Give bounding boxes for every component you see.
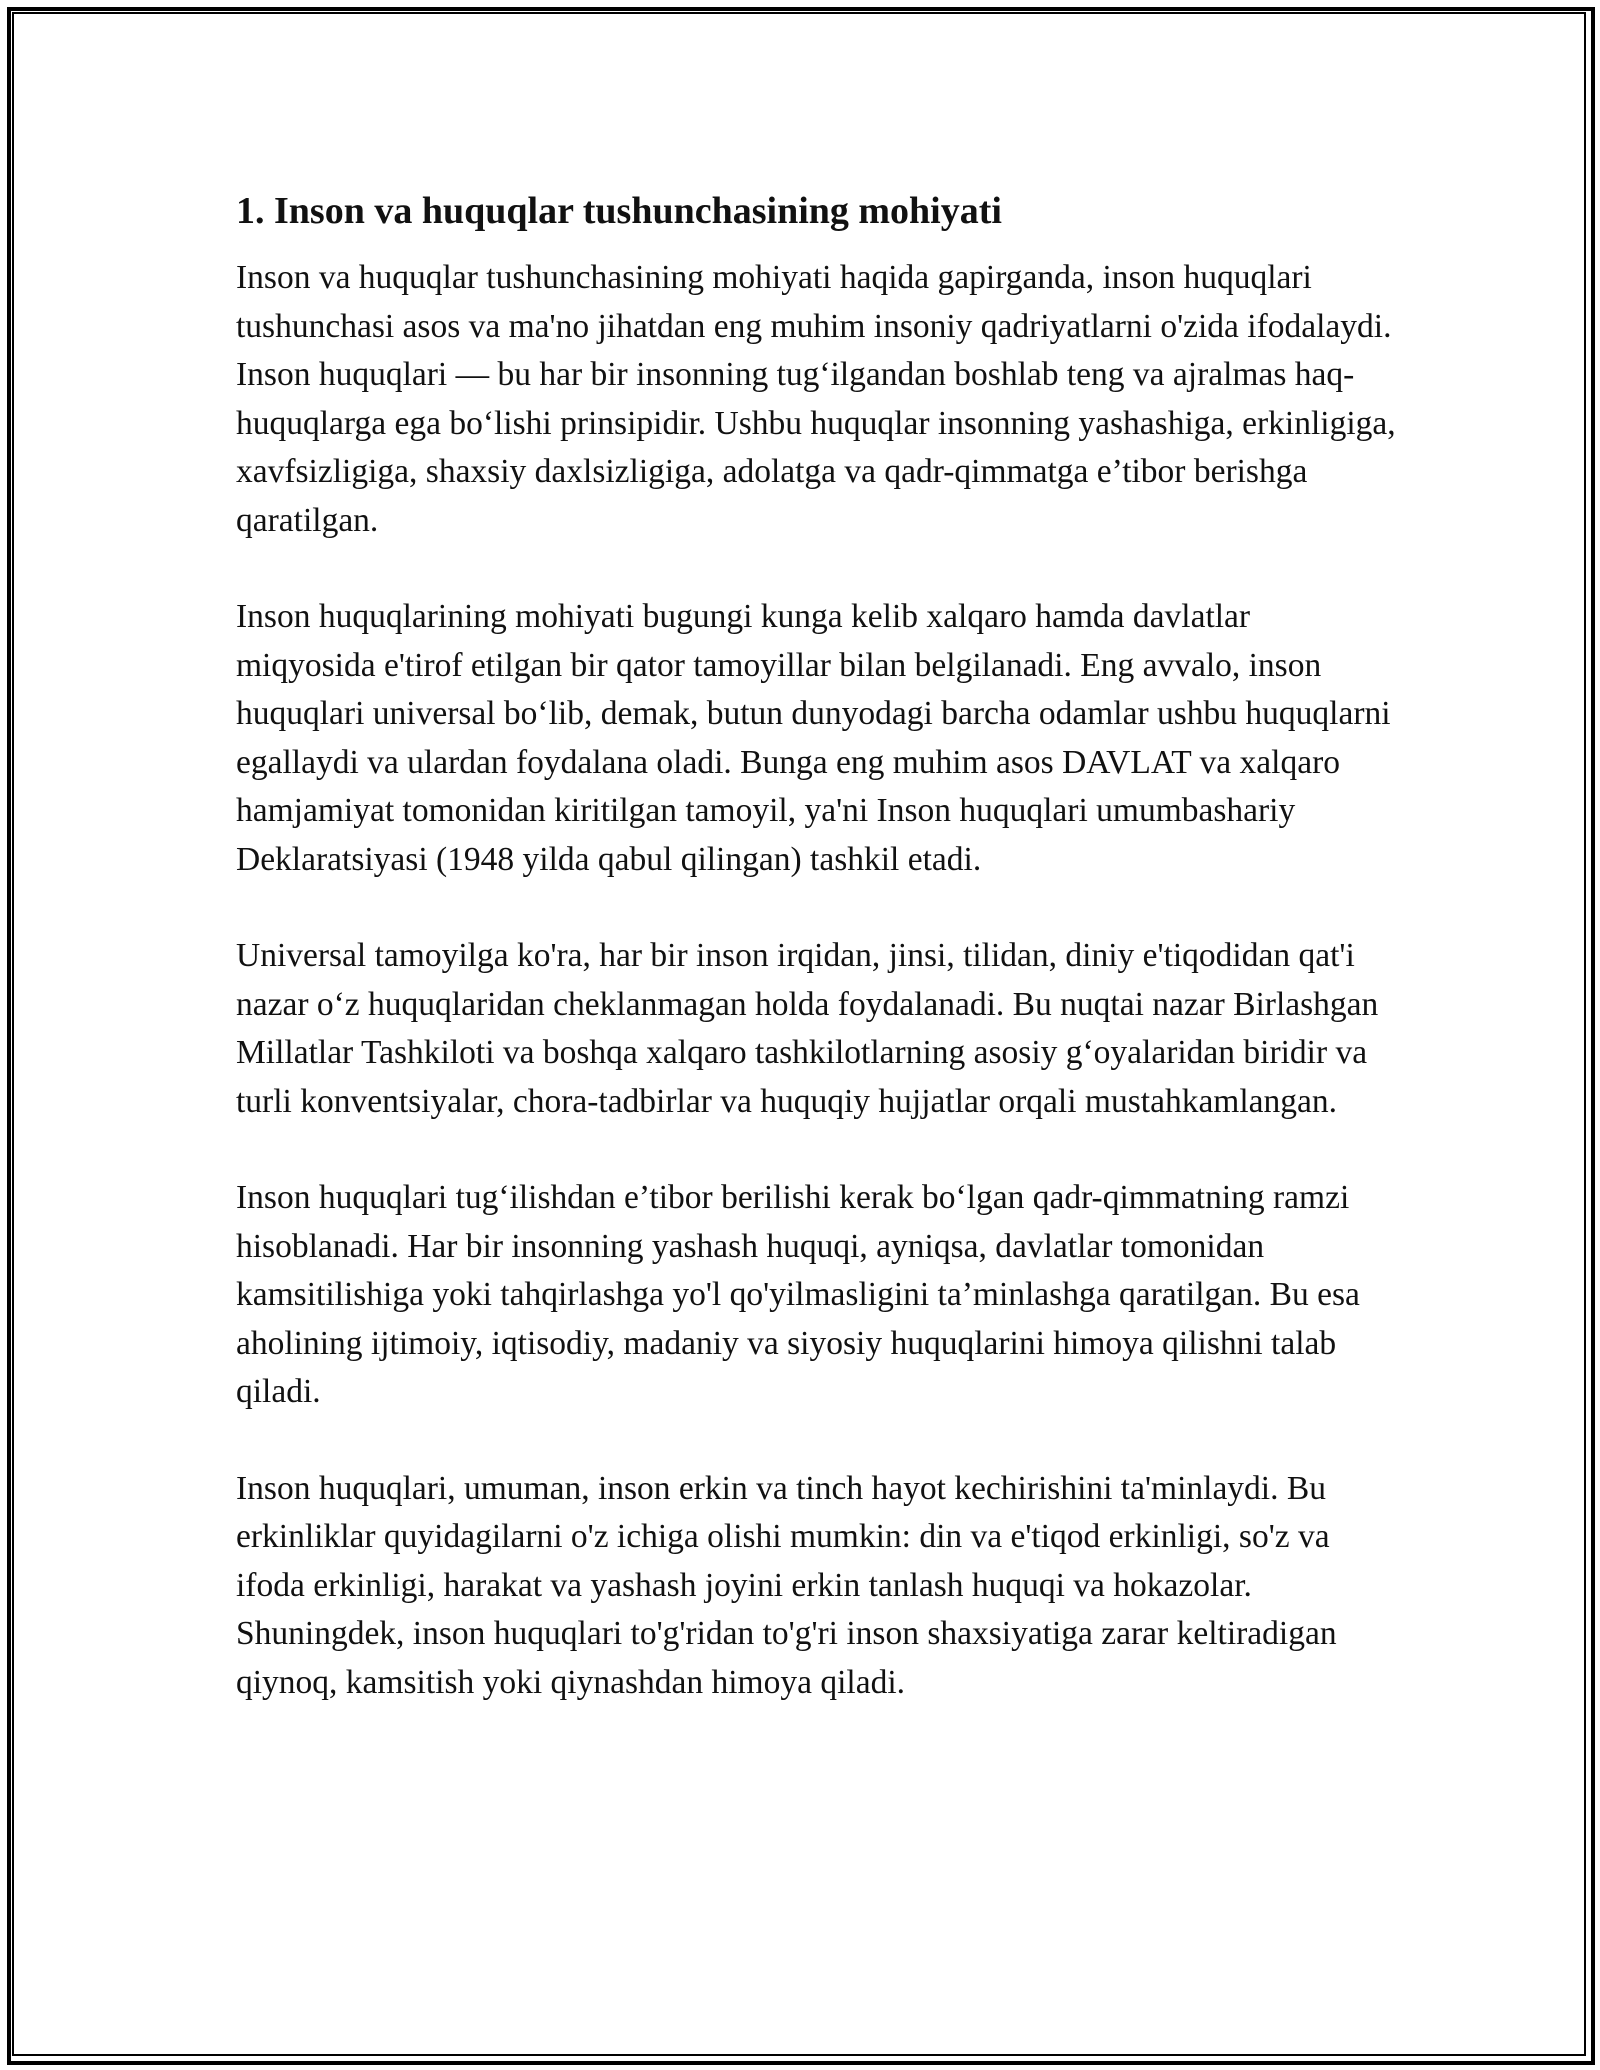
paragraph-3: Universal tamoyilga ko'ra, har bir inson irqidan, jinsi, tilidan, diniy e'tiqodidan qat'i nazar o‘z huquqlaridan cheklanmagan holda foydalanadi. Bu nuqtai nazar Birlashgan Millatlar Tashkiloti va boshqa xalqaro tashkilotlarning asosiy g‘oyalaridan biridir va turli konventsiyalar, chora-tadbirlar va huquqiy hujjatlar orqali mustahkamlangan. [236, 937, 1379, 1120]
paragraph-1: Inson va huquqlar tushunchasining mohiyati haqida gapirganda, inson huquqlari tushunchasi asos va ma'no jihatdan eng muhim insoniy qadriyatlarni o'zida ifodalaydi. Inson huquqlari — bu har bir insonning tug‘ilgandan boshlab teng va ajralmas haq-huquqlarga ega bo‘lishi prinsipidir. Ushbu huquqlar insonning yashashiga, erkinligiga, xavfsizligiga, shaxsiy daxlsizligiga, adolatga va qadr-qimmatga e’tibor berishga qaratilgan. [236, 259, 1396, 539]
paragraph-2: Inson huquqlarining mohiyati bugungi kunga kelib xalqaro hamda davlatlar miqyosida e'tirof etilgan bir qator tamoyillar bilan belgilanadi. Eng avvalo, inson huquqlari universal bo‘lib, demak, butun dunyodagi barcha odamlar ushbu huquqlarni egallaydi va ulardan foydalana oladi. Bunga eng muhim asos DAVLAT va xalqaro hamjamiyat tomonidan kiritilgan tamoyil, ya'ni Inson huquqlari umumbashariy Deklaratsiyasi (1948 yilda qabul qilingan) tashkil etadi. [236, 598, 1391, 878]
paragraph-5: Inson huquqlari, umuman, inson erkin va tinch hayot kechirishini ta'minlaydi. Bu erkinliklar quyidagilarni o'z ichiga olishi mumkin: din va e'tiqod erkinligi, so'z va ifoda erkinligi, harakat va yashash joyini erkin tanlash huquqi va hokazolar. Shuningdek, inson huquqlari to'g'ridan to'g'ri inson shaxsiyatiga zarar keltiradigan qiynoq, kamsitish yoki qiynashdan himoya qiladi. [236, 1469, 1337, 1701]
paragraph-4: Inson huquqlari tug‘ilishdan e’tibor berilishi kerak bo‘lgan qadr-qimmatning ramzi hisoblanadi. Har bir insonning yashash huquqi, ayniqsa, davlatlar tomonidan kamsitilishiga yoki tahqirlashga yo'l qo'yilmasligini ta’minlashga qaratilgan. Bu esa aholining ijtimoiy, iqtisodiy, madaniy va siyosiy huquqlarini himoya qilishni talab qiladi. [236, 1179, 1360, 1410]
section-heading: 1. Inson va huquqlar tushunchasining mohiyati [236, 190, 1002, 232]
document-body [236, 185, 1396, 1755]
